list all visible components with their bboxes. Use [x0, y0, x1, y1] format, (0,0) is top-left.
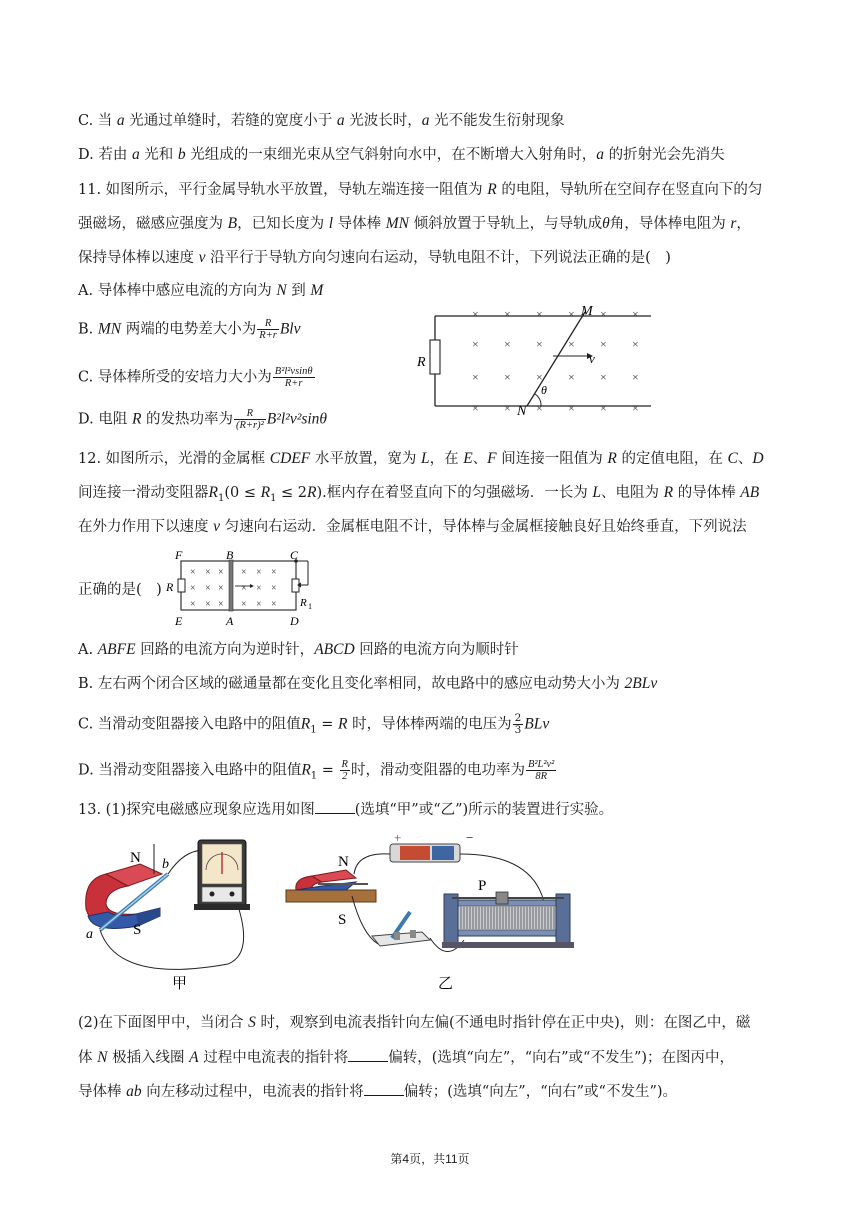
field-cross-icon: ×: [241, 567, 247, 578]
q12-frame-figure: [158, 548, 318, 630]
field-cross-icon: ×: [600, 307, 607, 321]
field-cross-icon: ×: [472, 337, 479, 351]
q12-option-d: D. 当滑动变阻器接入电路中的阻值$R_1$ = $\frac{R}{2}$ 时，滑动变阻器的电功率为 $\frac{\text{B²L²v²}}{8R}$: [78, 759, 555, 782]
conductor-rod-mn: [527, 312, 585, 406]
q13-figure-yi: [282, 834, 582, 998]
svg-text:甲: 甲: [172, 976, 188, 992]
field-cross-icon: ×: [536, 401, 543, 415]
q11-stem-line3: 保持导体棒以速度 v 沿平行于导轨方向匀速向右运动，导轨电阻不计，下列说法正确的是( ): [78, 249, 671, 266]
resistor-icon: [178, 579, 185, 592]
svg-text:N: N: [517, 404, 527, 418]
field-cross-icon: ×: [632, 337, 639, 351]
fraction: $\frac{2}{3}$: [514, 712, 522, 736]
field-cross-icon: ×: [568, 307, 575, 321]
q12-option-b: B. 左右两个闭合区域的磁通量都在变化且变化率相同，故电路中的感应电动势大小为 2BLv: [78, 675, 658, 692]
field-cross-icon: ×: [256, 567, 262, 578]
resistor-icon: [430, 340, 440, 374]
svg-text:−: −: [466, 834, 474, 845]
field-cross-icon: ×: [271, 583, 277, 594]
field-cross-icon: ×: [190, 567, 196, 578]
svg-text:R: R: [417, 355, 426, 370]
field-cross-icon: ×: [472, 307, 479, 321]
field-cross-icon: ×: [568, 370, 575, 384]
fraction: $\frac{R}{R+r}$: [259, 318, 277, 341]
switch-icon: [372, 912, 430, 946]
q12-stem-line3: 在外力作用下以速度 v 匀速向右运动．金属框电阻不计，导体棒与金属框接触良好且始终垂直，下列说法: [78, 518, 747, 535]
svg-text:S: S: [133, 922, 142, 938]
conductor-rod-ab: [229, 560, 233, 611]
field-cross-icon: ×: [504, 401, 511, 415]
svg-text:v: v: [589, 351, 595, 366]
svg-text:a: a: [86, 927, 93, 942]
svg-text:M: M: [581, 304, 593, 319]
q11-stem-line2: 强磁场，磁感应强度为 B，已知长度为 l 导体棒 MN 倾斜放置于导轨上，与导轨成θ角，导体棒电阻为 r，: [78, 215, 751, 232]
field-cross-icon: ×: [271, 567, 277, 578]
field-cross-icon: ×: [472, 370, 479, 384]
battery-icon: [390, 834, 473, 862]
fraction: $\frac{\text{B²L²v²}}{8R}$: [527, 759, 555, 782]
answer-blank[interactable]: [315, 799, 355, 814]
q12-stem-line2: 间连接一滑动变阻器$R_1(0 \le R_1 \le 2R)$.框内存在着竖直向下的匀强磁场．一长为 L、电阻为 R 的导体棒 AB: [78, 484, 760, 504]
field-cross-icon: ×: [536, 337, 543, 351]
q11-option-c: C. 导体棒所受的安培力大小为 $\frac{\text{B²l²vsinθ}}{R+r}$: [78, 366, 313, 389]
answer-blank[interactable]: [348, 1047, 388, 1062]
rheostat-icon: [442, 892, 574, 948]
field-cross-icon: ×: [241, 599, 247, 610]
q13-part1: 13. (1)探究电磁感应现象应选用如图 (选填“甲”或“乙”)所示的装置进行实验。: [78, 799, 613, 820]
q12-option-c: C. 当滑动变阻器接入电路中的阻值$R_1 = R$ 时，导体棒两端的电压为 $\frac{2}{3}$ BLv: [78, 712, 550, 736]
fraction: $\frac{\text{B²l²vsinθ}}{R+r}$: [274, 366, 313, 389]
svg-text:N: N: [130, 850, 141, 866]
svg-text:+: +: [394, 834, 402, 845]
fraction: $\frac{R}{\text{(R+r)²}}$: [236, 408, 264, 431]
field-cross-icon: ×: [218, 567, 224, 578]
q11-option-b: B. MN 两端的电势差大小为 $\frac{R}{R+r}$ Blv: [78, 318, 301, 341]
q10-option-d: D. 若由 a 光和 b 光组成的一束细光束从空气斜射向水中，在不断增大入射角时，a 的折射光会先消失: [78, 146, 725, 163]
field-cross-icon: ×: [256, 599, 262, 610]
horseshoe-magnet-icon: [286, 870, 376, 902]
field-cross-icon: ×: [205, 567, 211, 578]
field-cross-icon: ×: [271, 599, 277, 610]
field-cross-icon: ×: [472, 401, 479, 415]
q11-option-d: D. 电阻 R 的发热功率为 $\frac{R}{\text{(R+r)²}}$ B²l²v²sinθ: [78, 408, 328, 431]
svg-text:F: F: [175, 548, 183, 562]
svg-text:R: R: [300, 597, 307, 609]
q13-part2-line2: 体 N 极插入线圈 A 过程中电流表的指针将 偏转，(选填“向左”，“向右”或“不发生”)；在图丙中，: [78, 1049, 735, 1066]
answer-blank[interactable]: [364, 1081, 404, 1096]
q12-option-a: A. ABFE 回路的电流方向为逆时针，ABCD 回路的电流方向为顺时针: [78, 641, 519, 658]
q12-stem-line1: 12. 如图所示，光滑的金属框 CDEF 水平放置，宽为 L，在 E、F 间连接一阻值为 R 的定值电阻，在 C、D: [78, 450, 764, 467]
field-cross-icon: ×: [256, 583, 262, 594]
field-cross-icon: ×: [600, 401, 607, 415]
field-cross-icon: ×: [600, 370, 607, 384]
svg-text:R: R: [166, 580, 174, 594]
svg-text:P: P: [478, 878, 487, 894]
svg-text:B: B: [226, 548, 234, 562]
svg-text:A: A: [226, 614, 234, 628]
svg-text:1: 1: [308, 602, 312, 611]
field-cross-icon: ×: [632, 401, 639, 415]
field-cross-icon: ×: [190, 583, 196, 594]
field-cross-icon: ×: [218, 583, 224, 594]
q11-option-a: A. 导体棒中感应电流的方向为 N 到 M: [78, 282, 324, 299]
svg-text:乙: 乙: [438, 976, 454, 992]
field-cross-icon: ×: [241, 583, 247, 594]
field-cross-icon: ×: [568, 401, 575, 415]
galvanometer-icon: [194, 840, 250, 910]
svg-text:N: N: [338, 854, 349, 870]
field-cross-icon: ×: [568, 337, 575, 351]
page-footer: 第4页，共11页: [390, 1152, 470, 1166]
field-cross-icon: ×: [205, 599, 211, 610]
field-cross-icon: ×: [632, 370, 639, 384]
svg-text:D: D: [290, 614, 299, 628]
field-cross-icon: ×: [504, 370, 511, 384]
q13-figure-jia: [78, 834, 278, 994]
q13-part2-line3: 导体棒 ab 向左移动过程中，电流表的指针将 偏转；(选填“向左”，“向右”或“不发生”)。: [78, 1083, 678, 1100]
svg-text:S: S: [338, 912, 347, 928]
field-cross-icon: ×: [190, 599, 196, 610]
field-cross-icon: ×: [536, 370, 543, 384]
q10-option-c: C. 当 a 光通过单缝时，若缝的宽度小于 a 光波长时，a 光不能发生衍射现象: [78, 112, 565, 129]
field-cross-icon: ×: [600, 337, 607, 351]
svg-text:b: b: [162, 857, 169, 872]
q11-rail-figure: [415, 298, 660, 418]
svg-text:E: E: [175, 614, 183, 628]
field-cross-icon: ×: [536, 307, 543, 321]
field-cross-icon: ×: [205, 583, 211, 594]
svg-text:C: C: [290, 548, 299, 562]
q12-stem-line4: 正确的是( ): [78, 582, 162, 598]
field-cross-icon: ×: [632, 307, 639, 321]
q11-stem-line1: 11. 如图所示，平行金属导轨水平放置，导轨左端连接一阻值为 R 的电阻，导轨所在空间存在竖直向下的匀: [78, 181, 763, 198]
fraction: $\frac{R}{2}$: [341, 759, 348, 782]
field-cross-icon: ×: [504, 307, 511, 321]
q13-part2-line1: (2)在下面图甲中，当闭合 S 时，观察到电流表指针向左偏(不通电时指针停在正中央)，则：在图乙中，磁: [78, 1014, 751, 1031]
field-cross-icon: ×: [504, 337, 511, 351]
svg-text:θ: θ: [541, 383, 547, 397]
field-cross-icon: ×: [218, 599, 224, 610]
